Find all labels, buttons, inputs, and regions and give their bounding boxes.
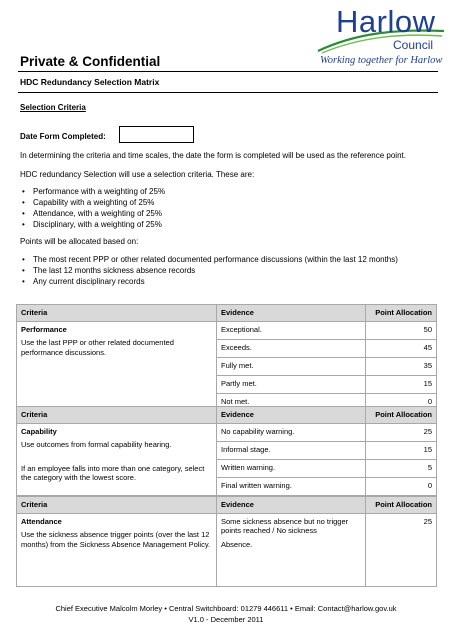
- council-logo-name: Harlow: [336, 4, 436, 39]
- criteria-cell: [17, 423, 217, 495]
- points-cell: 15: [366, 375, 437, 393]
- evidence-cell: Final written warning.: [217, 477, 366, 495]
- table-row: [17, 423, 437, 441]
- criteria-description: Use the last PPP or other related documented performance discussions.: [21, 338, 174, 357]
- performance-table: [16, 304, 437, 412]
- date-field[interactable]: [119, 126, 194, 143]
- evidence-cell: Written warning.: [217, 459, 366, 477]
- footer-contact: Chief Executive Malcolm Morley • Central Switchboard: 01279 446611 • Email: Contact@harlow.gov.uk: [55, 604, 397, 613]
- evidence-header: Evidence: [217, 305, 366, 322]
- evidence-cell: No capability warning.: [217, 423, 366, 441]
- criteria-description: Use outcomes from formal capability hearing.: [21, 440, 172, 449]
- table-header-row: [17, 407, 437, 424]
- points-cell: 25: [366, 513, 437, 586]
- capability-table: [16, 406, 437, 496]
- criteria-list: [20, 186, 440, 230]
- points-cell: 45: [366, 339, 437, 357]
- evidence-cell: [217, 513, 366, 586]
- criteria-title: Capability: [21, 426, 57, 436]
- points-cell: 35: [366, 357, 437, 375]
- evidence-cell: Exceeds.: [217, 339, 366, 357]
- council-logo-tagline: Working together for Harlow: [320, 55, 443, 66]
- evidence-line: Absence.: [221, 539, 253, 549]
- date-label: Date Form Completed:: [20, 132, 106, 141]
- points-list-item: • Any current disciplinary records: [20, 276, 440, 287]
- points-list: [20, 254, 440, 287]
- criteria-list-item: • Capability with a weighting of 25%: [20, 197, 440, 208]
- criteria-note: If an employee falls into more than one category, select the category with the lowest score.: [21, 463, 205, 482]
- points-cell: 5: [366, 459, 437, 477]
- selection-criteria-heading: Selection Criteria: [20, 103, 86, 112]
- evidence-cell: Exceptional.: [217, 321, 366, 339]
- points-header: Point Allocation: [366, 497, 437, 514]
- criteria-description: Use the sickness absence trigger points (over the last 12 months) from the Sickness Absence Management Policy.: [21, 530, 211, 549]
- criteria-intro: HDC redundancy Selection will use a selection criteria. These are:: [20, 170, 255, 179]
- points-list-item: • The most recent PPP or other related documented performance discussions (within the last 12 months): [20, 254, 440, 265]
- attendance-table: [16, 496, 437, 587]
- table-header-row: [17, 497, 437, 514]
- points-intro: Points will be allocated based on:: [20, 237, 139, 246]
- footer-version: V1.0 - December 2011: [188, 615, 264, 624]
- points-cell: 0: [366, 393, 437, 411]
- evidence-line: Some sickness absence but no trigger points reached / No sickness: [221, 516, 349, 535]
- criteria-list-item: • Performance with a weighting of 25%: [20, 186, 440, 197]
- reference-point-text: In determining the criteria and time scales, the date the form is completed will be used as the reference point.: [20, 151, 406, 160]
- points-cell: 15: [366, 441, 437, 459]
- evidence-cell: Informal stage.: [217, 441, 366, 459]
- points-header: Point Allocation: [366, 407, 437, 424]
- criteria-header: Criteria: [17, 305, 217, 322]
- criteria-list-item: • Attendance, with a weighting of 25%: [20, 208, 440, 219]
- evidence-header: Evidence: [217, 497, 366, 514]
- points-cell: 0: [366, 477, 437, 495]
- criteria-title: Attendance: [21, 516, 62, 526]
- criteria-title: Performance: [21, 324, 67, 334]
- table-header-row: [17, 305, 437, 322]
- criteria-cell: [17, 513, 217, 586]
- title-rule: [18, 71, 438, 72]
- evidence-cell: Not met.: [217, 393, 366, 411]
- council-logo-sub: Council: [393, 38, 434, 52]
- criteria-list-item: • Disciplinary, with a weighting of 25%: [20, 219, 440, 230]
- page-title: Private & Confidential: [20, 54, 161, 69]
- criteria-header: Criteria: [17, 497, 217, 514]
- evidence-cell: Partly met.: [217, 375, 366, 393]
- evidence-cell: Fully met.: [217, 357, 366, 375]
- table-row: [17, 513, 437, 586]
- points-cell: 50: [366, 321, 437, 339]
- evidence-header: Evidence: [217, 407, 366, 424]
- points-header: Point Allocation: [366, 305, 437, 322]
- subtitle-rule: [18, 92, 438, 93]
- criteria-cell: [17, 321, 217, 411]
- criteria-header: Criteria: [17, 407, 217, 424]
- points-cell: 25: [366, 423, 437, 441]
- table-row: [17, 321, 437, 339]
- page-subtitle: HDC Redundancy Selection Matrix: [20, 77, 160, 87]
- points-list-item: • The last 12 months sickness absence records: [20, 265, 440, 276]
